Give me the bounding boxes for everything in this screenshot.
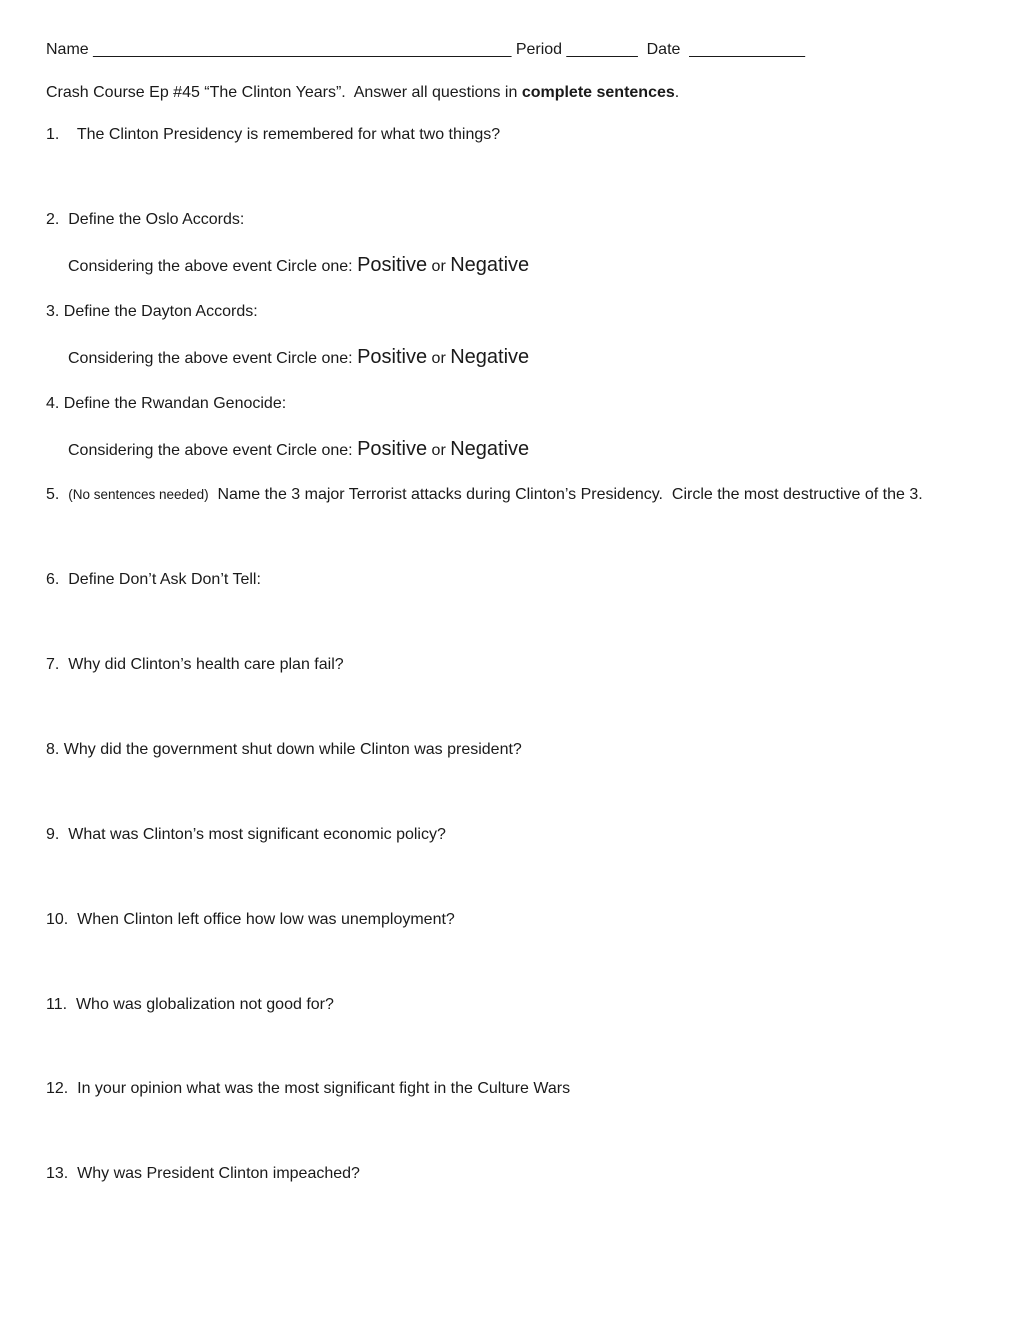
name-blank[interactable]: _______________________________________________ — [93, 41, 512, 58]
question-10: 10. When Clinton left office how low was unemployment? — [46, 911, 455, 928]
question-4: 4. Define the Rwandan Genocide: — [46, 395, 287, 412]
question-6: 6. Define Don’t Ask Don’t Tell: — [46, 571, 261, 588]
date-blank[interactable]: _____________ — [689, 41, 805, 58]
circle-one-oslo: Considering the above event Circle one: Positive or Negative — [68, 254, 530, 276]
question-11: 11. Who was globalization not good for? — [46, 996, 334, 1013]
positive-option[interactable]: Positive — [357, 438, 428, 460]
circle-one-rwanda: Considering the above event Circle one: Positive or Negative — [68, 438, 530, 460]
positive-option[interactable]: Positive — [357, 254, 428, 276]
question-3: 3. Define the Dayton Accords: — [46, 303, 258, 320]
date-label: Date — [646, 41, 681, 58]
header-line — [46, 40, 805, 60]
instructions-emphasis: complete sentences — [521, 84, 675, 101]
negative-option[interactable]: Negative — [450, 254, 530, 276]
question-12: 12. In your opinion what was the most significant fight in the Culture Wars — [46, 1080, 571, 1097]
period-label: Period — [515, 41, 563, 58]
question-8: 8. Why did the government shut down while Clinton was president? — [46, 741, 522, 758]
question-5: 5. (No sentences needed) Name the 3 major Terrorist attacks during Clinton’s Presidency. Circle the most destructive of the 3. — [46, 486, 923, 503]
name-label: Name — [46, 41, 89, 58]
question-13: 13. Why was President Clinton impeached? — [46, 1165, 360, 1182]
question-1: 1. The Clinton Presidency is remembered for what two things? — [46, 126, 501, 143]
circle-one-dayton: Considering the above event Circle one: Positive or Negative — [68, 346, 530, 368]
positive-option[interactable]: Positive — [357, 346, 428, 368]
negative-option[interactable]: Negative — [450, 438, 530, 460]
question-2: 2. Define the Oslo Accords: — [46, 211, 245, 228]
question-7: 7. Why did Clinton’s health care plan fail? — [46, 656, 344, 673]
instructions: Crash Course Ep #45 “The Clinton Years”. Answer all questions in complete sentences. — [46, 84, 680, 101]
no-sentences-note: (No sentences needed) — [68, 487, 209, 502]
question-9: 9. What was Clinton’s most significant economic policy? — [46, 826, 446, 843]
period-blank[interactable]: ________ — [566, 41, 638, 58]
negative-option[interactable]: Negative — [450, 346, 530, 368]
